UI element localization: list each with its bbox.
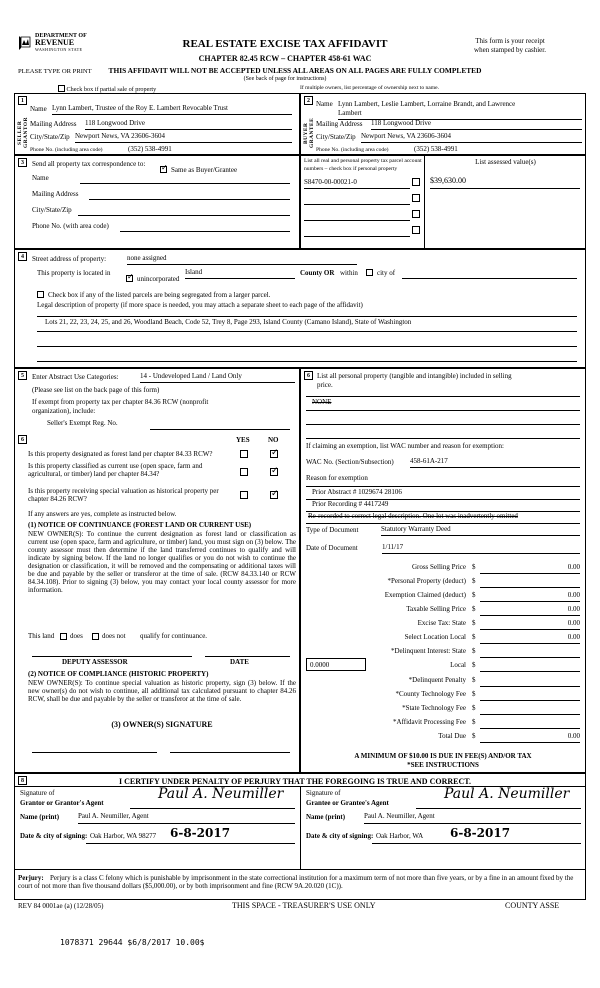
abstract-value[interactable]: 14 - Undeveloped Land / Land Only	[140, 372, 295, 383]
minimum-due-note-2: *SEE INSTRUCTIONS	[407, 761, 479, 769]
perjury-label: Perjury:	[18, 874, 44, 882]
does-not-label: does not	[102, 632, 126, 640]
correspondence-section	[14, 155, 300, 249]
wac-label: WAC No. (Section/Subsection)	[306, 458, 394, 466]
amount-label-6: *Delinquent Interest: State	[390, 647, 466, 655]
section-4-number: 4	[18, 252, 27, 261]
amount-dollar-7: $	[472, 661, 476, 669]
located-in-label: This property is located in	[37, 269, 111, 277]
amount-label-11: *Affidavit Processing Fee	[393, 718, 466, 726]
buyer-phone-label: Phone No. (including area code)	[316, 147, 389, 153]
parcel-divider	[424, 155, 425, 249]
strike-note: Re-recorded to correct legal description. One lot was inadvertently omitted	[308, 512, 518, 520]
section-3-number: 3	[18, 158, 27, 167]
section-1-number: 1	[18, 96, 27, 105]
question-0-text: Is this property designated as forest land per chapter 84.33 RCW?	[28, 450, 213, 458]
amount-dollar-6: $	[472, 647, 476, 655]
send-correspondence-label: Send all property tax correspondence to:	[32, 160, 146, 168]
buyer-mailing-value[interactable]: 118 Longwood Drive	[371, 119, 582, 130]
city-value[interactable]	[402, 268, 577, 279]
exempt-reg-value[interactable]	[150, 419, 290, 430]
buyer-name-label: Name	[316, 100, 333, 108]
yes-header: YES	[236, 436, 250, 444]
assessed-value-0[interactable]: $39,630.00	[430, 176, 580, 189]
amount-value-2[interactable]: 0.00	[480, 591, 580, 602]
questions-instruction: If any answers are yes, complete as instructed below.	[28, 510, 177, 518]
corr-citystatezip-label: City/State/Zip	[32, 206, 72, 214]
amount-value-12[interactable]: 0.00	[480, 732, 580, 743]
amount-label-1: *Personal Property (deduct)	[387, 577, 466, 585]
seller-phone-value[interactable]: (352) 538-4991	[128, 145, 292, 156]
amount-dollar-1: $	[472, 577, 476, 585]
amount-label-12: Total Due	[438, 732, 466, 740]
seller-mailing-value[interactable]: 118 Longwood Drive	[85, 119, 292, 130]
amount-value-4[interactable]: 0.00	[480, 619, 580, 630]
amount-dollar-2: $	[472, 591, 476, 599]
grantor-name-print-value[interactable]: Paul A. Neumiller, Agent	[78, 812, 295, 824]
abstract-label: Enter Abstract Use Categories:	[32, 373, 119, 381]
certify-title: I CERTIFY UNDER PENALTY OF PERJURY THAT THE FOREGOING IS TRUE AND CORRECT.	[118, 777, 471, 786]
segregated-label: Check box if any of the listed parcels are being segregated from a larger parcel.	[48, 291, 271, 299]
street-address-value[interactable]: none assigned	[127, 254, 357, 265]
grantor-date-city-value[interactable]: Oak Harbor, WA 98277	[90, 832, 157, 840]
grantor-date-handwritten[interactable]: 6-8-2017	[170, 826, 231, 840]
grantee-name-print-value[interactable]: Paul A. Neumiller, Agent	[364, 812, 581, 824]
parcel-personal-checkbox-1[interactable]	[412, 194, 420, 202]
page-title: REAL ESTATE EXCISE TAX AFFIDAVIT	[182, 38, 388, 50]
delinquent-rate-value: 0.0000	[310, 661, 330, 669]
section-2-number: 2	[304, 96, 313, 105]
doc-date-label: Date of Document	[306, 544, 358, 552]
corr-citystatezip-value[interactable]	[78, 205, 290, 216]
same-as-buyer-checkbox[interactable]	[160, 166, 167, 173]
county-value[interactable]: Island	[185, 268, 295, 279]
amount-dollar-12: $	[472, 732, 476, 740]
personal-property-value[interactable]: NONE	[312, 398, 332, 406]
minimum-due-note-1: A MINIMUM OF $10.00 IS DUE IN FEE(S) AND/OR TAX	[354, 752, 532, 760]
question-1-no-checkbox[interactable]	[270, 465, 279, 476]
question-0-no-checkbox[interactable]	[270, 447, 279, 458]
grantor-sig-label-1: Signature of	[20, 789, 55, 797]
receipt-note-2: when stamped by cashier.	[474, 46, 546, 54]
buyer-mailing-label: Mailing Address	[316, 120, 363, 128]
amount-value-6[interactable]	[480, 647, 580, 658]
corr-phone-label: Phone No. (with area code)	[32, 222, 109, 230]
multiple-owners-note: If multiple owners, list percentage of ownership next to name.	[300, 85, 440, 91]
amount-label-8: *Delinquent Penalty	[408, 676, 466, 684]
abstract-note-2: If exempt from property tax per chapter 84.36 RCW (nonprofit	[32, 398, 209, 406]
parcel-value-0[interactable]: S8470-00-00021-0	[304, 178, 410, 189]
corr-phone-value[interactable]	[120, 221, 290, 232]
assessed-value-2[interactable]	[430, 210, 580, 222]
grantee-date-city-value[interactable]: Oak Harbor, WA	[376, 832, 424, 840]
legal-description-value[interactable]: Lots 21, 22, 23, 24, 25, and 26, Woodland Beach, Code 52, Trey 8, Page 293, Island County (Camano Island), State of Washington	[45, 318, 412, 326]
rev-label: REV 84 0001ae (a) (12/28/05)	[18, 902, 104, 910]
seller-name-label: Name	[30, 105, 47, 113]
amount-value-7[interactable]	[480, 661, 580, 672]
doc-date-value[interactable]: 1/11/17	[382, 543, 580, 554]
treasurer-label: THIS SPACE - TREASURER'S USE ONLY	[232, 901, 376, 910]
abstract-note-3: organization), include:	[32, 407, 96, 415]
agency-line2: REVENUE	[35, 38, 75, 48]
notice3-title: (3) OWNER(S) SIGNATURE	[111, 720, 213, 729]
seller-name-value[interactable]: Lynn Lambert, Trustee of the Roy E. Lambert Revocable Trust	[52, 104, 292, 115]
wac-value[interactable]: 458-61A-217	[410, 457, 580, 468]
question-1-yes-checkbox[interactable]	[240, 468, 248, 476]
does-not-qualify-checkbox[interactable]	[92, 633, 99, 640]
question-2-text: Is this property receiving special valuation as historical property per chapter 84.26 RCW?	[28, 487, 219, 503]
this-land-label: This land	[28, 632, 55, 640]
parcel-value-2[interactable]	[304, 210, 410, 221]
seller-citystatezip-label: City/State/Zip	[30, 133, 70, 141]
parcel-personal-checkbox-2[interactable]	[412, 210, 420, 218]
legal-description-label: Legal description of property (if more space is needed, you may attach a separate sheet to each page of the affidavit)	[37, 301, 363, 309]
partial-sale-row[interactable]	[58, 85, 156, 93]
seller-phone-label: Phone No. (including area code)	[30, 147, 103, 153]
amount-label-5: Select Location Local	[404, 633, 466, 641]
does-label: does	[70, 632, 83, 640]
agency-line1: DEPARTMENT OF	[35, 33, 87, 39]
doc-type-value[interactable]: Statutory Warranty Deed	[381, 525, 580, 536]
notice2-title: (2) NOTICE OF COMPLIANCE (HISTORIC PROPERTY)	[28, 670, 209, 678]
amount-value-11[interactable]	[480, 718, 580, 729]
deputy-assessor-label: DEPUTY ASSESSOR	[62, 658, 128, 666]
chapter-line: CHAPTER 82.45 RCW – CHAPTER 458-61 WAC	[198, 54, 372, 63]
amount-value-5[interactable]: 0.00	[480, 633, 580, 644]
parcel-personal-checkbox-0[interactable]	[412, 178, 420, 186]
corr-name-value[interactable]	[80, 173, 290, 184]
grantor-signature[interactable]: Paul A. Neumiller	[158, 786, 284, 802]
unincorporated-label: unincorporated	[137, 275, 180, 283]
qualify-label: qualify for continuance.	[140, 632, 208, 640]
amount-value-3[interactable]: 0.00	[480, 605, 580, 616]
street-address-label: Street address of property:	[32, 255, 107, 263]
assessed-header: List assessed value(s)	[475, 158, 536, 166]
county-or-label: County OR	[300, 269, 335, 277]
assessed-value-1[interactable]	[430, 194, 580, 206]
parcel-value-3[interactable]	[304, 226, 410, 237]
buyer-side-label: BUYER GRANTEE	[303, 117, 315, 149]
amount-label-9: *County Technology Fee	[395, 690, 466, 698]
section-5-number: 5	[18, 371, 27, 380]
grantee-date-handwritten[interactable]: 6-8-2017	[450, 826, 511, 840]
grantee-date-city-label: Date & city of signing:	[306, 832, 374, 840]
buyer-name-value[interactable]: Lynn Lambert, Leslie Lambert, Lorraine Brandt, and Lawrence	[338, 100, 516, 108]
grantee-signature[interactable]: Paul A. Neumiller	[444, 786, 570, 802]
question-1-text: Is this property classified as current use (open space, farm and agricultural, or timber) land per chapter 84.34?	[28, 462, 203, 478]
grantee-sig-label-1: Signature of	[306, 789, 341, 797]
question-0-yes-checkbox[interactable]	[240, 450, 248, 458]
question-1-no-check: ✓	[271, 465, 279, 475]
amount-value-0[interactable]: 0.00	[480, 563, 580, 574]
buyer-citystatezip-value[interactable]: Newport News, VA 23606-3604	[361, 132, 582, 143]
please-type-label: PLEASE TYPE OR PRINT	[18, 68, 92, 75]
segregated-checkbox[interactable]	[37, 291, 44, 298]
unincorporated-checkbox[interactable]	[126, 275, 133, 282]
segregated-row[interactable]	[37, 284, 270, 302]
receipt-note-1: This form is your receipt	[475, 37, 545, 45]
amount-dollar-8: $	[472, 676, 476, 684]
seller-side-label: SELLER GRANTOR	[17, 117, 29, 149]
buyer-citystatezip-label: City/State/Zip	[316, 133, 356, 141]
buyer-phone-value[interactable]: (352) 538-4991	[414, 145, 582, 156]
amount-label-10: *State Technology Fee	[402, 704, 466, 712]
within-city-checkbox[interactable]	[366, 269, 373, 276]
section-8-number: 8	[18, 776, 27, 785]
notice2-body: NEW OWNER(S): To continue special valuation as historic property, sign (3) below. If the new owner(s) do not wish to continue, all additional tax calculated pursuant to chapter 84.26 RCW, shall be due and payable by the seller or transferor at the time of sale.	[28, 679, 296, 703]
within-label: within	[340, 269, 358, 277]
question-2-no-check: ✓	[271, 488, 279, 498]
question-0-no-check: ✓	[271, 447, 279, 457]
amount-dollar-9: $	[472, 690, 476, 698]
amount-value-8[interactable]	[480, 676, 580, 687]
prior-recording-label: Prior Recording # 4417249	[312, 500, 389, 508]
question-2-no-checkbox[interactable]	[270, 488, 279, 499]
personal-property-label-2: price.	[317, 381, 333, 389]
amount-value-9[interactable]	[480, 690, 580, 701]
assessor-date-label: DATE	[230, 658, 249, 666]
corr-mailing-label: Mailing Address	[32, 190, 79, 198]
seller-mailing-label: Mailing Address	[30, 120, 77, 128]
same-as-buyer-label: Same as Buyer/Grantee	[171, 166, 238, 174]
parcel-value-1[interactable]	[304, 194, 410, 205]
amount-dollar-3: $	[472, 605, 476, 613]
does-qualify-checkbox[interactable]	[60, 633, 67, 640]
section-6-number: 6	[18, 435, 27, 444]
corr-name-label: Name	[32, 174, 49, 182]
treasurer-stamp: 1078371 29644 $6/8/2017 10.00$	[60, 938, 205, 947]
seller-citystatezip-value[interactable]: Newport News, VA 23606-3604	[75, 132, 292, 143]
amount-value-10[interactable]	[480, 704, 580, 715]
warning-line: THIS AFFIDAVIT WILL NOT BE ACCEPTED UNLESS ALL AREAS ON ALL PAGES ARE FULLY COMPLETED	[108, 66, 482, 75]
section-6-right-number: 6	[304, 371, 313, 380]
amount-dollar-5: $	[472, 633, 476, 641]
personal-property-label-1: List all personal property (tangible and intangible) included in selling	[317, 372, 512, 380]
county-assessor-label: COUNTY ASSE	[505, 901, 560, 910]
see-back-note: (See back of page for instructions)	[243, 76, 327, 82]
no-header: NO	[268, 436, 279, 444]
partial-sale-label: Check box if partial sale of property	[66, 86, 157, 93]
washington-state-logo-icon	[18, 35, 32, 51]
grantee-name-print-label: Name (print)	[306, 813, 346, 821]
parcel-header-1: List all real and personal property tax parcel account	[304, 158, 422, 164]
amount-dollar-10: $	[472, 704, 476, 712]
grantee-sig-label-2: Grantee or Grantee's Agent	[306, 799, 389, 807]
grantor-date-city-label: Date & city of signing:	[20, 832, 88, 840]
perjury-text: Perjury is a class C felony which is punishable by imprisonment in the state correctional institution for a maximum term of not more than five years, or by a fine in an amount fixed by the court of not more than five thousand dollars ($5,000.00), or by both imprisonment and fine (RCW 9A.20.020 (1C)).	[18, 874, 574, 891]
amount-label-4: Excise Tax: State	[417, 619, 466, 627]
notice1-title: (1) NOTICE OF CONTINUANCE (FOREST LAND OR CURRENT USE)	[28, 521, 252, 529]
amount-label-3: Taxable Selling Price	[406, 605, 466, 613]
corr-mailing-value[interactable]	[89, 189, 290, 200]
amount-dollar-11: $	[472, 718, 476, 726]
abstract-note-1: (Please see list on the back page of this form)	[32, 386, 160, 394]
grantor-sig-label-2: Grantor or Grantor's Agent	[20, 799, 104, 807]
buyer-name-value-2[interactable]: Lambert	[338, 109, 582, 120]
amount-label-0: Gross Selling Price	[411, 563, 466, 571]
amount-dollar-4: $	[472, 619, 476, 627]
doc-type-label: Type of Document	[306, 526, 359, 534]
assessed-value-3[interactable]	[430, 226, 580, 238]
certify-divider	[300, 786, 301, 870]
amount-dollar-0: $	[472, 563, 476, 571]
agency-line3: WASHINGTON STATE	[35, 46, 83, 52]
parcel-header-2: numbers – check box if personal property	[304, 166, 398, 172]
exempt-reg-label: Seller's Exempt Reg. No.	[47, 419, 118, 427]
grantor-name-print-label: Name (print)	[20, 813, 60, 821]
exemption-claim-label: If claiming an exemption, list WAC number and reason for exemption:	[306, 442, 504, 450]
prior-abstract-label: Prior Abstract # 1029674 28106	[312, 488, 402, 496]
partial-sale-checkbox[interactable]	[58, 85, 65, 92]
city-of-label: city of	[377, 269, 396, 277]
question-2-yes-checkbox[interactable]	[240, 491, 248, 499]
amount-label-2: Exemption Claimed (deduct)	[384, 591, 466, 599]
agency-logo	[18, 33, 128, 52]
amount-value-1[interactable]	[480, 577, 580, 588]
notice1-body: NEW OWNER(S): To continue the current designation as forest land or classification as current use (open space, farm and agriculture, or timber) land, you must sign on (3) below. The county assessor must then determine if the land transferred continues to qualify and will indicate by signing below. If the land no longer qualifies or you do not wish to continue the designation or classification, it will be removed and the compensating or additional taxes will be due and payable by the seller or transferor at the time of sale. (RCW 84.33.140 or RCW 84.34.108). Prior to signing (3) below, you may contact your local county assessor for more information.	[28, 530, 296, 594]
parcel-personal-checkbox-3[interactable]	[412, 226, 420, 234]
amount-label-7: Local	[450, 661, 466, 669]
reason-label: Reason for exemption	[306, 474, 368, 482]
